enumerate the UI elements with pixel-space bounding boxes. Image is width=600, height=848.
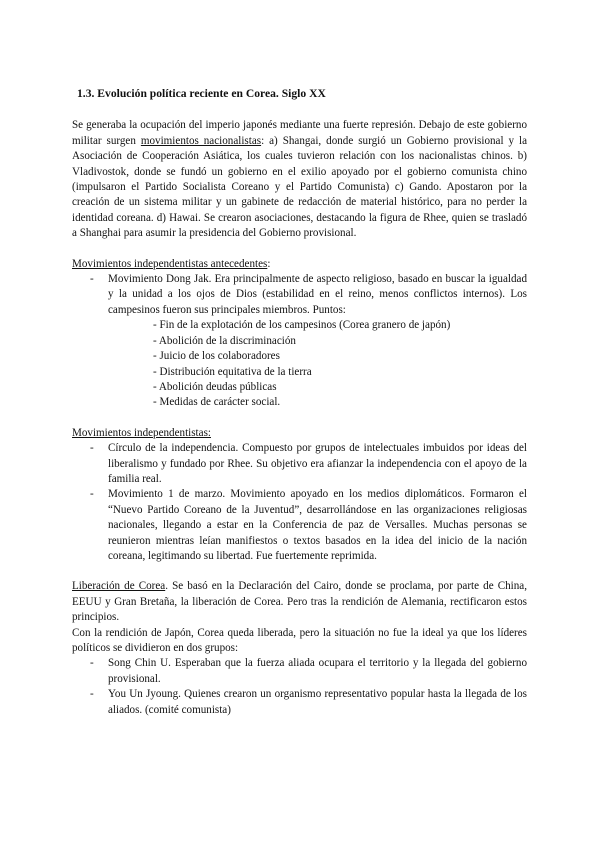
rendicion-paragraph: Con la rendición de Japón, Corea queda liberada, pero la situación no fue la ideal ya que los líderes políticos se dividieron en dos grupos: [72, 626, 527, 654]
list-item: - Abolición de la discriminación [153, 334, 296, 347]
dong-jak-item-text: Movimiento Dong Jak. Era principalmente de aspecto religioso, basado en buscar la igualdad y la unidad a los ojos de Dios (estabilidad en el reino, menos conflictos internos). Los campesinos fueron sus principales miembros. Puntos: [108, 273, 527, 316]
list-item: - Círculo de la independencia. Compuesto por grupos de intelectuales imbuidos por ideas del liberalismo y fundado por Rhee. Su objetivo era afianzar la independencia con el apoyo de la familia real. [72, 441, 527, 487]
list-item: - You Un Jyoung. Quienes crearon un organismo representativo popular hasta la llegada de los aliados. (comité comunista) [72, 687, 527, 718]
list-item [72, 272, 527, 411]
list-item: - Movimiento 1 de marzo. Movimiento apoyado en los medios diplomáticos. Formaron el “Nuevo Partido Coreano de la Juventud”, desarrollándose en las organizaciones religiosas nacionales, llegando a estar en la Conferencia de paz de Versalles. Muchas personas se reunieron mientras leían manifiestos o textos basados en la idea del inicio de la nación coreana, legitimando su libertad. Fue fuertemente reprimida. [72, 487, 527, 564]
liberacion-text: . Se basó en la Declaración del Cairo, donde se proclama, por parte de China, EEUU y Gran Bretaña, la liberación de Corea. Pero tras la rendición de Alemania, rectificaron estos principios. [72, 580, 527, 624]
leaders-list [72, 656, 527, 718]
liberacion-title: Liberación de Corea [72, 580, 166, 593]
independentistas-title-text: Movimientos independentistas: [72, 426, 211, 439]
liberacion-paragraph [72, 579, 527, 625]
intro-text-1: Se generaba la ocupación del imperio japonés mediante una fuerte represión. Debajo de este gobierno militar surgen [72, 119, 527, 147]
dong-jak-points [108, 318, 527, 410]
list-item: - Song Chin U. Esperaban que la fuerza aliada ocupara el territorio y la llegada del gobierno provisional. [72, 656, 527, 687]
list-item: - Juicio de los colaboradores [153, 350, 280, 363]
section-heading: 1.3. Evolución política reciente en Corea. Siglo XX [77, 87, 326, 100]
independentistas-title [72, 426, 527, 441]
antecedentes-title-text: Movimientos independentistas antecedentes [72, 257, 268, 270]
intro-text-2: : a) Shangai, donde surgió un Gobierno provisional y la Asociación de Cooperación Asiática, los cuales tuvieron relación con los nacionalistas chinos. b) Vladivostok, donde se fundó un gobierno en el exilio apoyado por el gobierno comunista chino (impulsaron el Partido Socialista Coreano y el Partido Comunista) c) Gando. Apostaron por la creación de un sistema militar y un gabinete de redacción de material histórico, para no perder la identidad coreana. d) Hawai. Se crearon asociaciones, destacando la figura de Rhee, quien se trasladó a Shanghai para asumir la presidencia del Gobierno provisional. [72, 134, 528, 240]
list-item: - Medidas de carácter social. [153, 396, 281, 409]
independentistas-list [72, 441, 527, 564]
document-body [72, 86, 527, 718]
list-item: - Fin de la explotación de los campesinos (Corea granero de japón) [153, 319, 451, 332]
intro-paragraph [72, 118, 527, 241]
antecedentes-title-suffix: : [267, 257, 271, 270]
nationalist-movements-term: movimientos nacionalistas [140, 134, 262, 147]
list-item: - Distribución equitativa de la tierra [153, 365, 312, 378]
list-item: - Abolición deudas públicas [153, 380, 277, 393]
antecedentes-title [72, 257, 527, 272]
antecedentes-list [72, 272, 527, 411]
